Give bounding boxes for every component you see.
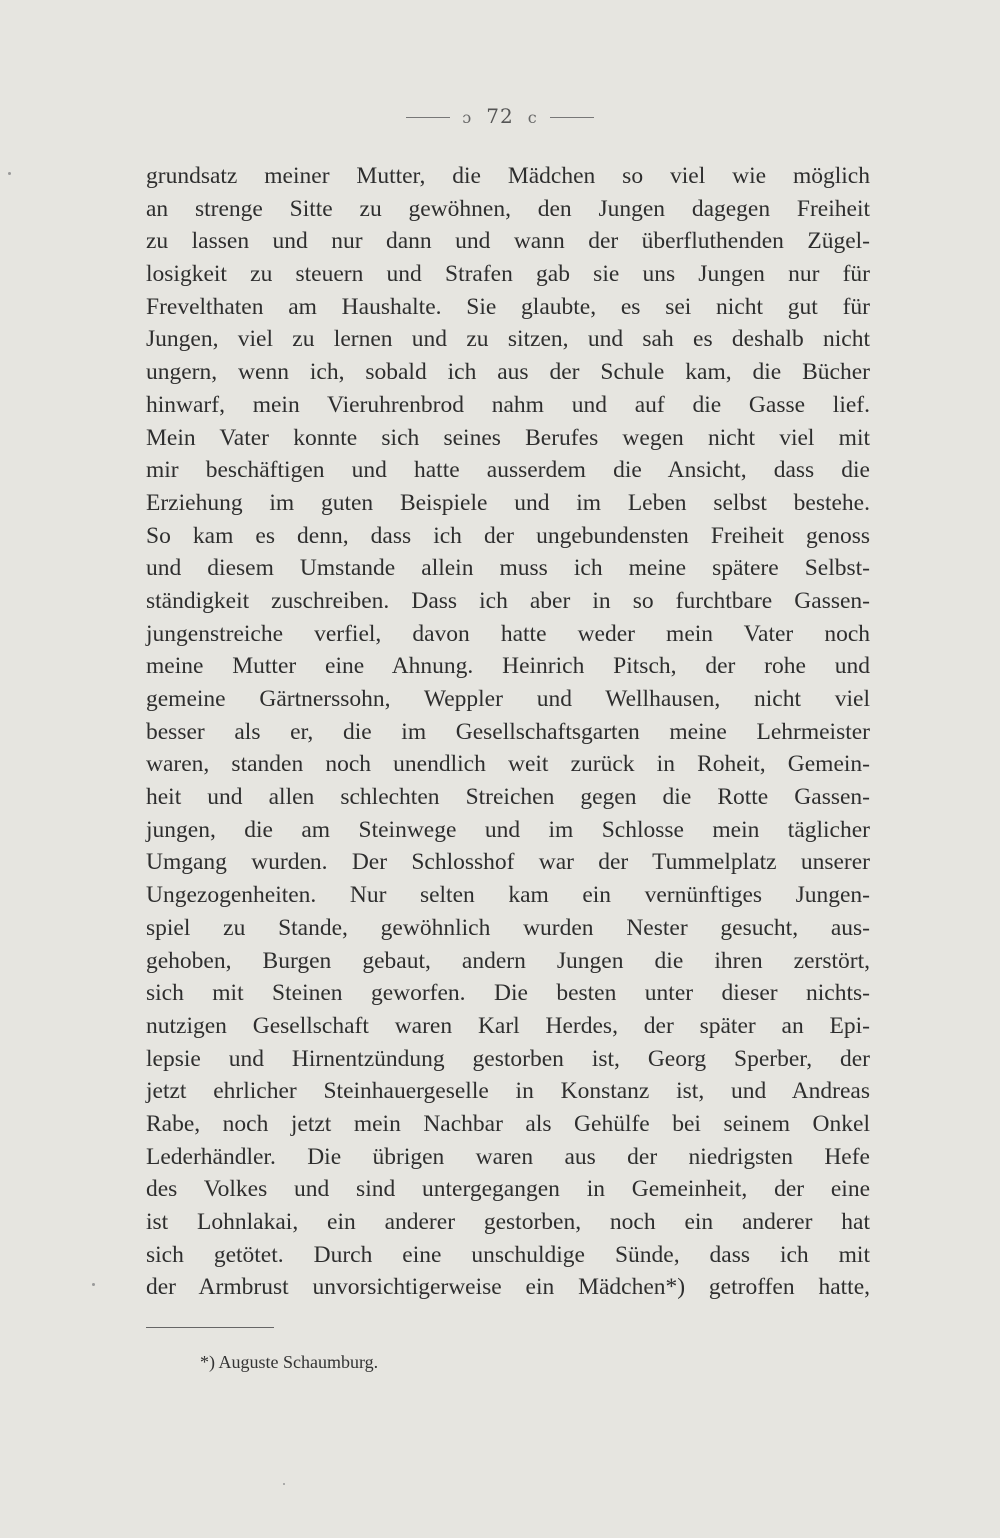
text-line: Jungen, viel zu lernen und zu sitzen, und sah es deshalb nicht xyxy=(146,326,870,353)
text-line: grundsatz meiner Mutter, die Mädchen so viel wie möglich xyxy=(146,163,870,189)
text-line: jetzt ehrlicher Steinhauergeselle in Konstanz ist, und Andreas xyxy=(146,1078,870,1105)
text-line: der Armbrust unvorsichtigerweise ein Mädchen*) getroffen hatte, xyxy=(146,1274,870,1301)
text-line: jungen, die am Steinwege und im Schlosse mein täglicher xyxy=(146,816,870,843)
paper-speck xyxy=(92,1283,95,1286)
text-line: sich mit Steinen geworfen. Die besten unter dieser nichts- xyxy=(146,980,870,1007)
text-line: besser als er, die im Gesellschaftsgarten meine Lehrmeister xyxy=(146,718,870,745)
text-line: ungern, wenn ich, sobald ich aus der Schule kam, die Bücher xyxy=(146,359,870,386)
text-line: des Volkes und sind untergegangen in Gemeinheit, der eine xyxy=(146,1176,870,1203)
text-line: Umgang wurden. Der Schlosshof war der Tummelplatz unserer xyxy=(146,849,870,876)
text-line: sich getötet. Durch eine unschuldige Sünde, dass ich mit xyxy=(146,1241,870,1268)
page-number: 72 xyxy=(486,104,514,128)
paper-speck xyxy=(283,1483,285,1485)
text-line: Lederhändler. Die übrigen waren aus der niedrigsten Hefe xyxy=(146,1143,870,1170)
header-ornament-left: ɔ xyxy=(462,108,473,127)
footnote: *) Auguste Schaumburg. xyxy=(200,1352,379,1372)
text-line: jungenstreiche verfiel, davon hatte weder mein Vater noch xyxy=(146,620,870,647)
text-line: ist Lohnlakai, ein anderer gestorben, noch ein anderer hat xyxy=(146,1209,870,1235)
text-line: und diesem Umstande allein muss ich meine spätere Selbst- xyxy=(146,555,870,582)
text-line: lepsie und Hirnentzündung gestorben ist, Georg Sperber, der xyxy=(146,1045,870,1072)
text-line: gehoben, Burgen gebaut, andern Jungen die ihren zerstört, xyxy=(146,947,870,974)
text-line: spiel zu Stande, gewöhnlich wurden Nester gesucht, aus- xyxy=(146,914,870,941)
text-line: ständigkeit zuschreiben. Dass ich aber in so furchtbare Gassen- xyxy=(146,587,870,614)
footnote-rule xyxy=(146,1327,274,1328)
header-ornament-right: c xyxy=(527,108,538,127)
text-line: nutzigen Gesellschaft waren Karl Herdes, der später an Epi- xyxy=(146,1012,870,1039)
text-line: zu lassen und nur dann und wann der überfluthenden Zügel- xyxy=(146,228,870,255)
text-line: hinwarf, mein Vieruhrenbrod nahm und auf die Gasse lief. xyxy=(146,391,870,418)
header-rule-right xyxy=(550,117,594,118)
text-line: mir beschäftigen und hatte ausserdem die Ansicht, dass die xyxy=(146,457,870,484)
text-line: gemeine Gärtnerssohn, Weppler und Wellhausen, nicht viel xyxy=(146,686,870,712)
text-line: Ungezogenheiten. Nur selten kam ein vernünftiges Jungen- xyxy=(146,882,870,909)
page-header xyxy=(0,104,1000,128)
body-text xyxy=(146,160,870,1304)
text-line: waren, standen noch unendlich weit zurück in Roheit, Gemein- xyxy=(146,751,870,778)
text-line: Erziehung im guten Beispiele und im Leben selbst bestehe. xyxy=(146,489,870,516)
header-rule-left xyxy=(406,117,450,118)
text-line: So kam es denn, dass ich der ungebundensten Freiheit genoss xyxy=(146,522,870,549)
text-line: heit und allen schlechten Streichen gegen die Rotte Gassen- xyxy=(146,784,870,811)
text-line: losigkeit zu steuern und Strafen gab sie uns Jungen nur für xyxy=(146,261,870,288)
text-line: meine Mutter eine Ahnung. Heinrich Pitsch, der rohe und xyxy=(146,653,870,680)
text-line: an strenge Sitte zu gewöhnen, den Jungen dagegen Freiheit xyxy=(146,195,870,222)
text-line: Mein Vater konnte sich seines Berufes wegen nicht viel mit xyxy=(146,424,870,451)
text-line: Frevelthaten am Haushalte. Sie glaubte, es sei nicht gut für xyxy=(146,293,870,320)
paper-speck xyxy=(8,172,11,175)
text-line: Rabe, noch jetzt mein Nachbar als Gehülfe bei seinem Onkel xyxy=(146,1110,870,1137)
